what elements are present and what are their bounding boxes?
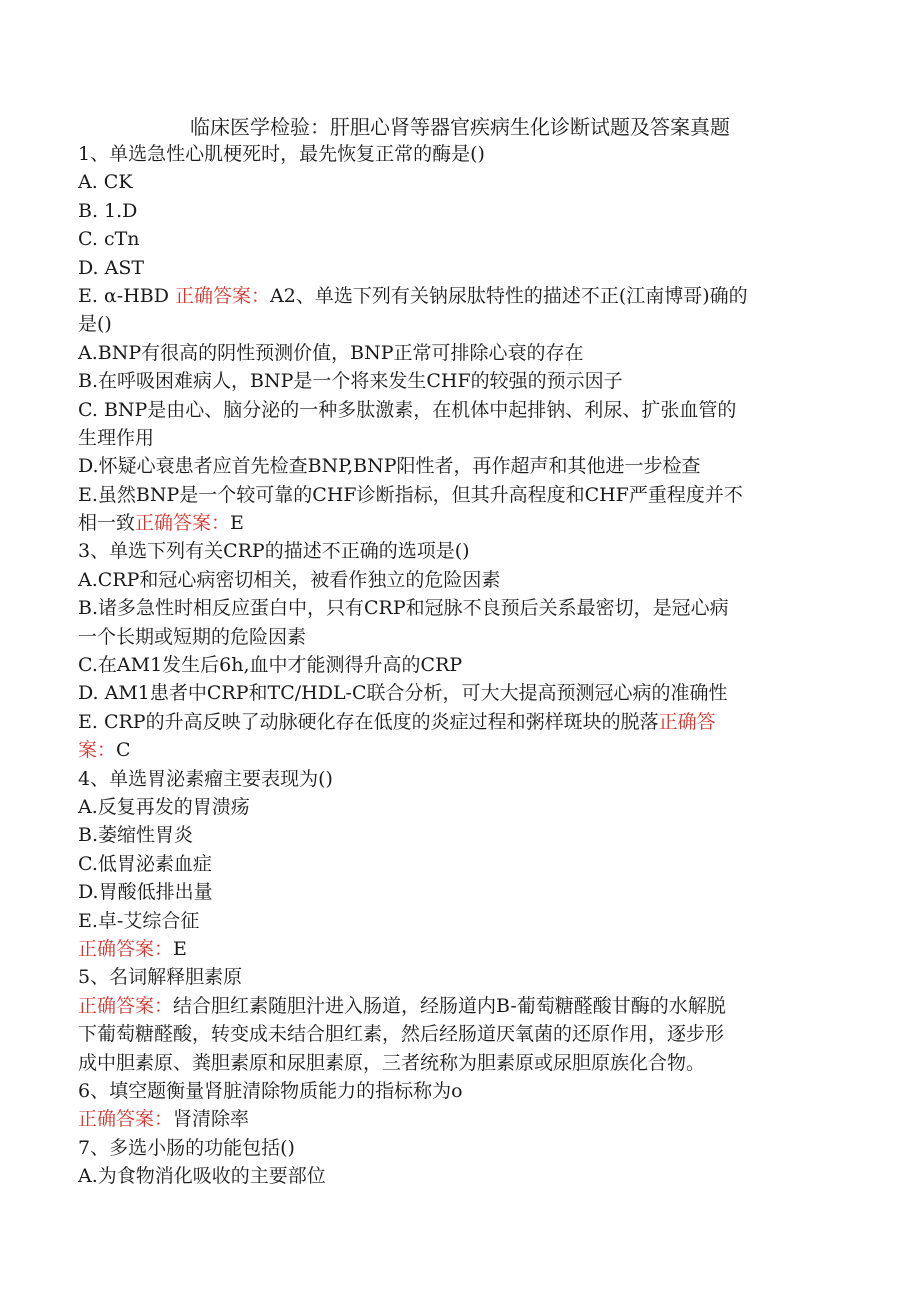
- line-text: D. AST: [78, 256, 145, 279]
- text-line: [78, 1134, 838, 1162]
- text-line: [78, 254, 838, 282]
- line-text: C.低胃泌素血症: [78, 852, 212, 875]
- text-line: [78, 566, 838, 594]
- line-text: 肾清除率: [173, 1108, 250, 1131]
- line-text: E. CRP的升高反映了动脉硬化存在低度的炎症过程和粥样斑块的脱落: [78, 710, 659, 733]
- text-line: [78, 651, 838, 679]
- text-line: [78, 225, 838, 253]
- line-text: 7、多选小肠的功能包括(): [78, 1136, 295, 1159]
- text-line: [78, 736, 838, 764]
- answer-label: 正确答案：: [78, 1108, 174, 1131]
- document-body: [78, 140, 838, 1190]
- line-text: D.胃酸低排出量: [78, 881, 213, 904]
- text-line: [78, 935, 838, 963]
- line-text: E: [173, 937, 187, 960]
- line-text: A.BNP有很高的阴性预测价值，BNP正常可排除心衰的存在: [78, 341, 584, 364]
- text-line: [78, 963, 838, 991]
- text-line: [78, 367, 838, 395]
- answer-label: 正确答案：: [78, 937, 174, 960]
- text-line: [78, 793, 838, 821]
- line-text: B. 1.D: [78, 199, 138, 222]
- text-line: [78, 1049, 838, 1077]
- text-line: [78, 1077, 838, 1105]
- text-line: [78, 1162, 838, 1190]
- line-text: C: [116, 739, 131, 762]
- line-text: 成中胆素原、粪胆素原和尿胆素原，三者统称为胆素原或尿胆原族化合物。: [78, 1051, 706, 1074]
- line-text: A.CRP和冠心病密切相关，被看作独立的危险因素: [78, 568, 501, 591]
- answer-label: 正确答: [658, 710, 716, 733]
- text-line: [78, 282, 838, 310]
- answer-label: 案：: [78, 739, 117, 762]
- line-text: 1、单选急性心肌梗死时，最先恢复正常的酶是(): [78, 143, 485, 165]
- line-text: D. AM1患者中CRP和TC/HDL-C联合分析，可大大提高预测冠心病的准确性: [78, 682, 728, 705]
- text-line: [78, 679, 838, 707]
- line-text: D.怀疑心衰患者应首先检查BNP,BNP阳性者，再作超声和其他进一步检查: [78, 455, 701, 478]
- line-text: E. α-HBD: [78, 284, 176, 307]
- line-text: A.为食物消化吸收的主要部位: [78, 1165, 326, 1188]
- line-text: A. CK: [78, 171, 133, 194]
- text-line: [78, 537, 838, 565]
- text-line: [78, 396, 838, 424]
- text-line: [78, 424, 838, 452]
- line-text: A.反复再发的胃溃疡: [78, 795, 250, 818]
- line-text: B.萎缩性胃炎: [78, 824, 194, 847]
- line-text: E.卓-艾综合征: [78, 909, 200, 932]
- text-line: [78, 140, 838, 168]
- text-line: [78, 878, 838, 906]
- line-text: B.诸多急性时相反应蛋白中，只有CRP和冠脉不良预后关系最密切，是冠心病: [78, 597, 729, 620]
- answer-label: 正确答案：: [135, 512, 231, 535]
- line-text: E: [230, 512, 244, 535]
- answer-label: 正确答案：: [175, 284, 271, 307]
- line-text: B.在呼吸困难病人，BNP是一个将来发生CHF的较强的预示因子: [78, 370, 623, 393]
- text-line: [78, 708, 838, 736]
- text-line: [78, 907, 838, 935]
- line-text: C. BNP是由心、脑分泌的一种多肽激素，在机体中起排钠、利尿、扩张血管的: [78, 398, 737, 421]
- text-line: [78, 594, 838, 622]
- line-text: A2、单选下列有关钠尿肽特性的描述不正(江南博哥)确的: [270, 284, 748, 307]
- text-line: [78, 310, 838, 338]
- line-text: 6、填空题衡量肾脏清除物质能力的指标称为o: [78, 1079, 463, 1102]
- text-line: [78, 1020, 838, 1048]
- text-line: [78, 1105, 838, 1133]
- text-line: [78, 509, 838, 537]
- text-line: [78, 623, 838, 651]
- text-line: [78, 452, 838, 480]
- text-line: [78, 481, 838, 509]
- line-text: E.虽然BNP是一个较可靠的CHF诊断指标，但其升高程度和CHF严重程度并不: [78, 483, 743, 506]
- line-text: 5、名词解释胆素原: [78, 966, 243, 989]
- line-text: 结合胆红素随胆汁进入肠道，经肠道内B-葡萄糖醛酸甘酶的水解脱: [173, 994, 726, 1017]
- document-title: 临床医学检验：肝胆心肾等器官疾病生化诊断试题及答案真题: [190, 115, 730, 139]
- line-text: 相一致: [78, 512, 136, 535]
- line-text: 生理作用: [78, 426, 155, 449]
- line-text: 下葡萄糖醛酸，转变成未结合胆红素，然后经肠道厌氧菌的还原作用，逐步形: [78, 1023, 725, 1046]
- line-text: 4、单选胃泌素瘤主要表现为(): [78, 767, 333, 790]
- text-line: [78, 168, 838, 196]
- text-line: [78, 197, 838, 225]
- text-line: [78, 850, 838, 878]
- text-line: [78, 992, 838, 1020]
- line-text: 3、单选下列有关CRP的描述不正确的选项是(): [78, 540, 470, 563]
- line-text: C.在AM1发生后6h,血中才能测得升高的CRP: [78, 654, 463, 677]
- text-line: [78, 765, 838, 793]
- line-text: C. cTn: [78, 228, 140, 251]
- text-line: [78, 339, 838, 367]
- line-text: 是(): [78, 313, 112, 336]
- text-line: [78, 821, 838, 849]
- line-text: 一个长期或短期的危险因素: [78, 625, 307, 648]
- answer-label: 正确答案：: [78, 994, 174, 1017]
